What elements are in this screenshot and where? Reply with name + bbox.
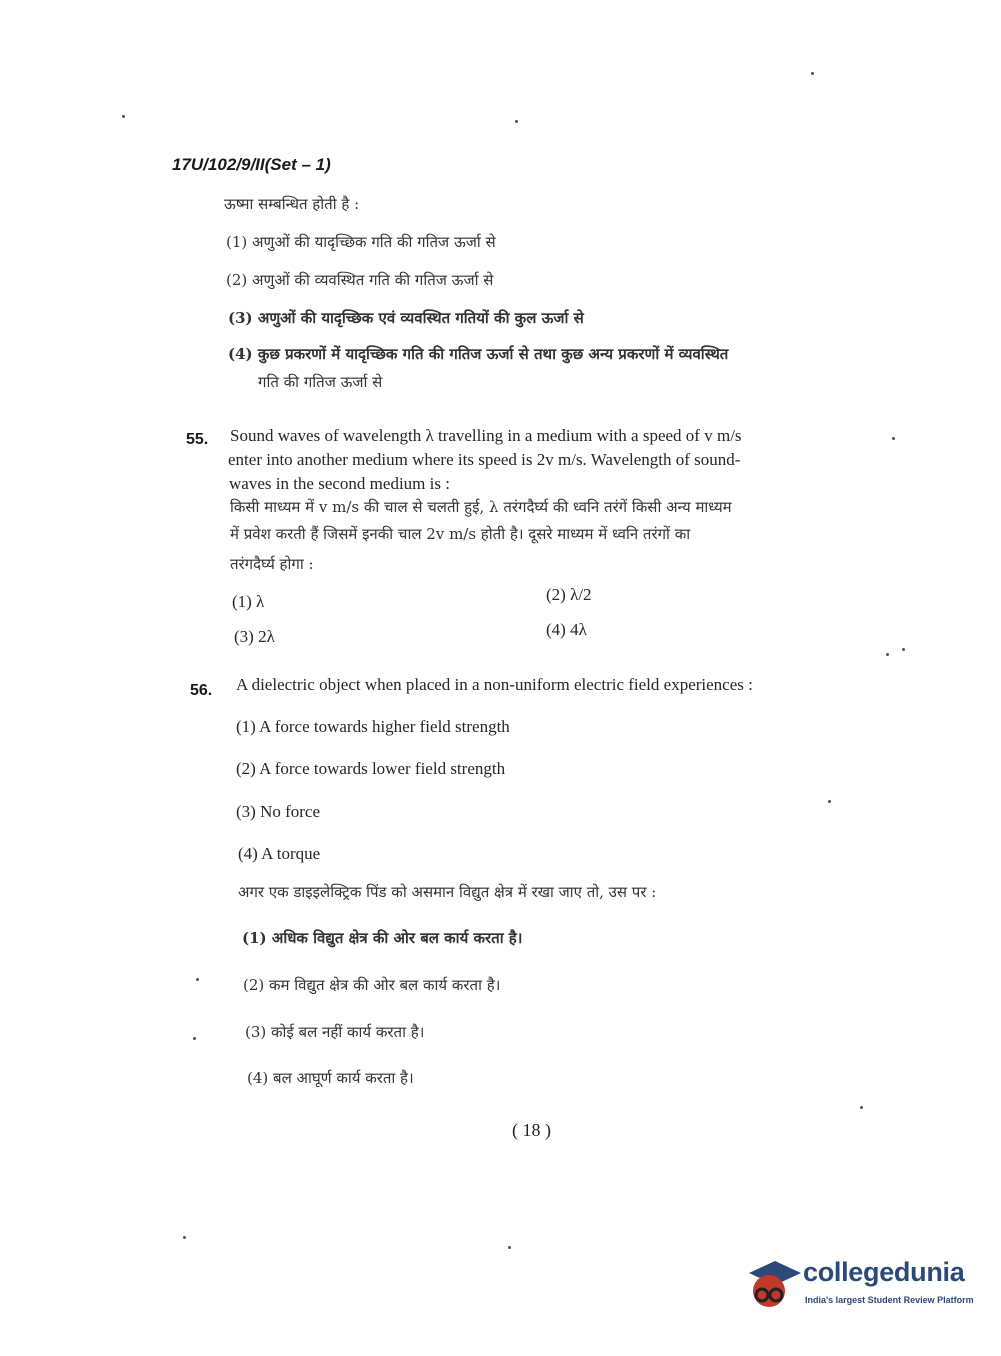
scan-speck [860,1106,863,1109]
scan-speck [196,978,199,981]
q55-option-3: (3) 2λ [234,627,275,646]
scan-speck [892,437,895,440]
prev-option-4-cont: गति की गतिज ऊर्जा से [258,373,383,391]
scan-speck [902,648,905,651]
q56-stem-hi: अगर एक डाइइलेक्ट्रिक पिंड को असमान विद्युत क्षेत्र में रखा जाए तो, उस पर : [238,883,657,901]
q55-option-1: (1) λ [232,592,265,611]
brand-name: collegedunia [803,1257,965,1287]
q56-option-en-1: (1) A force towards higher field strength [236,717,510,736]
paper-code: 17U/102/9/II(Set – 1) [172,155,331,174]
q56-stem-en: A dielectric object when placed in a non-uniform electric field experiences : [236,675,753,694]
q56-option-hi-2: (2) कम विद्युत क्षेत्र की ओर बल कार्य करता है। [243,976,501,994]
scan-speck [515,120,518,123]
question-number-55: 55. [186,431,209,448]
scan-speck [183,1236,186,1239]
q56-option-en-3: (3) No force [236,802,321,821]
prev-option-4: (4) कुछ प्रकरणों में यादृच्छिक गति की गतिज ऊर्जा से तथा कुछ अन्य प्रकरणों में व्यवस्थित [228,345,729,363]
q56-option-hi-3: (3) कोई बल नहीं कार्य करता है। [245,1023,425,1041]
q55-option-2: (2) λ/2 [546,585,592,604]
q56-option-en-4: (4) A torque [238,844,321,863]
collegedunia-watermark [745,1255,975,1315]
q55-hi-line-1: किसी माध्यम में v m/s की चाल से चलती हुई, λ तरंगदैर्घ्य की ध्वनि तरंगें किसी अन्य माध्यम [230,498,732,516]
q56-option-en-2: (2) A force towards lower field strength [236,759,506,778]
q55-en-line-2: enter into another medium where its speed is 2v m/s. Wavelength of sound- [228,450,741,469]
prev-option-2: (2) अणुओं की व्यवस्थित गति की गतिज ऊर्जा से [226,271,494,289]
q56-option-hi-4: (4) बल आघूर्ण कार्य करता है। [247,1069,414,1087]
scan-speck [811,72,814,75]
q55-en-line-3: waves in the second medium is : [229,474,450,493]
q56-option-hi-1: (1) अधिक विद्युत क्षेत्र की ओर बल कार्य करता है। [242,929,523,947]
brand-tagline: India's largest Student Review Platform [805,1295,974,1305]
scan-speck [193,1037,196,1040]
scan-speck [886,653,889,656]
scan-speck [828,800,831,803]
q55-hi-line-3: तरंगदैर्घ्य होगा : [230,555,314,573]
prev-option-1: (1) अणुओं की यादृच्छिक गति की गतिज ऊर्जा से [226,233,496,251]
q55-hi-line-2: में प्रवेश करती हैं जिसमें इनकी चाल 2v m/s होती है। दूसरे माध्यम में ध्वनि तरंगों का [230,525,691,543]
q55-en-line-1: Sound waves of wavelength λ travelling in a medium with a speed of v m/s [230,426,742,445]
mascot-icon [745,1255,803,1313]
page-number: ( 18 ) [512,1120,551,1140]
scan-speck [508,1246,511,1249]
prev-option-3: (3) अणुओं की यादृच्छिक एवं व्यवस्थित गतियों की कुल ऊर्जा से [228,309,584,327]
question-number-56: 56. [190,682,213,699]
scan-speck [122,115,125,118]
q55-option-4: (4) 4λ [546,620,587,639]
prev-question-stem: ऊष्मा सम्बन्धित होती है : [224,195,360,213]
